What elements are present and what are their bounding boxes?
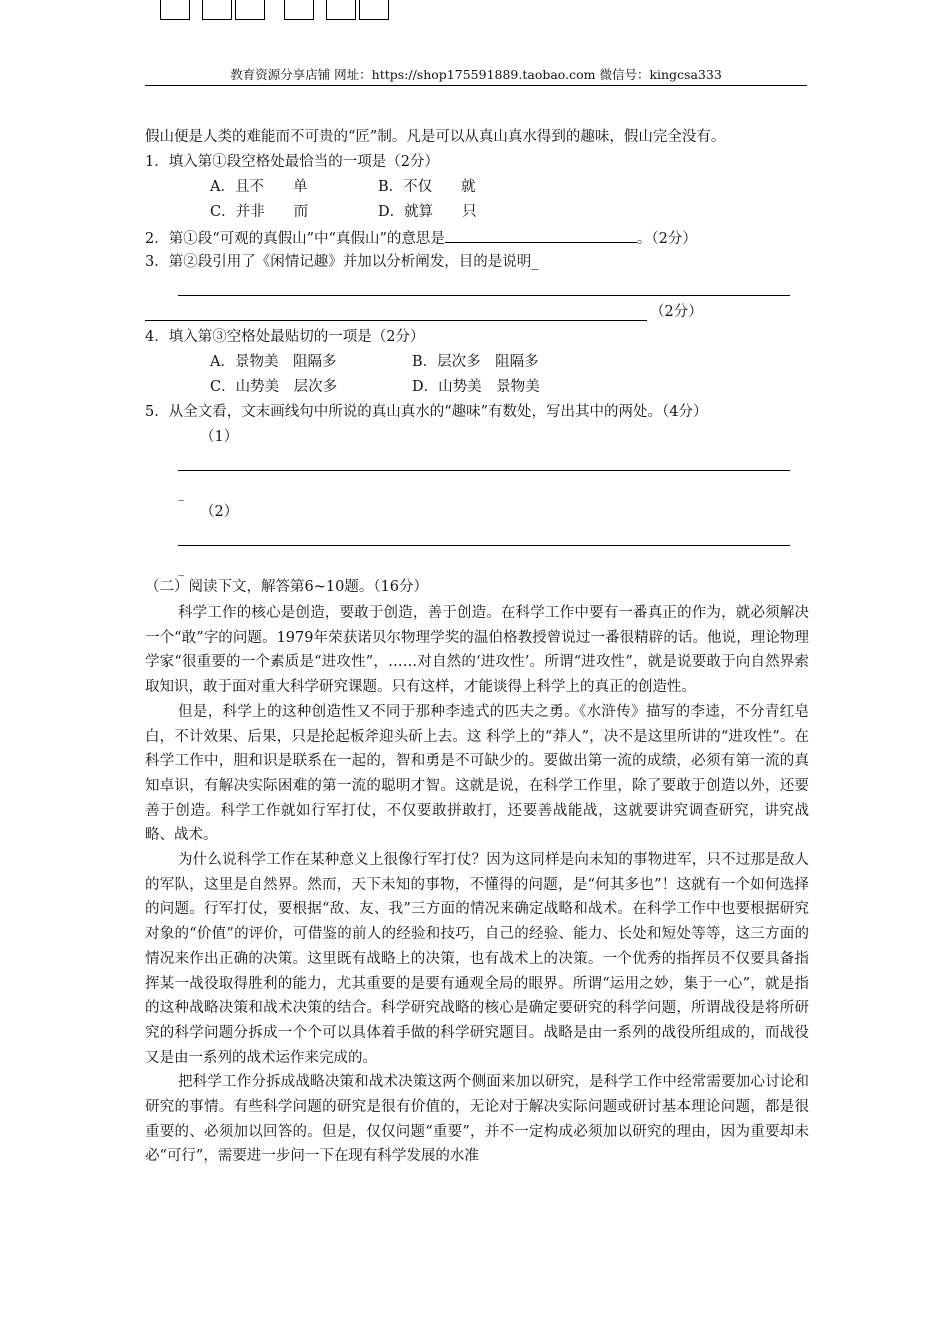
- question-3-points: （2分）: [650, 304, 703, 320]
- option-a: A．且不 单: [210, 179, 308, 195]
- option-b: B．不仅 就: [378, 179, 476, 195]
- question-2-stem: 2．第①段“可观的真假山”中“真假山”的意思是: [145, 231, 445, 247]
- question-4-options-row-1: [145, 350, 825, 375]
- passage-paragraph-3: 为什么说科学工作在某种意义上很像行军打仗？因为这同样是向未知的事物进军，只不过那是敌人的军队，这里是自然界。然而，天下未知的事物，不懂得的问题，是“何其多也”！这就有一个如何选择的问题。行军打仗，要根据“敌、友、我”三方面的情况来确定战略和战术。在科学工作中也要根据研究对象的“价值”的评价，可借鉴的前人的经验和技巧，自己的经验、能力、长处和短处等等，这三方面的情况来作出正确的决策。这里既有战略上的决策，也有战术上的决策。一个优秀的指挥员不仅要具备指挥某一战役取得胜利的能力，尤其重要的是要有通观全局的眼界。所谓“运用之妙，集于一心”，就是指的这种战略决策和战术决策的结合。科学研究战略的核心是确定要研究的科学问题，所谓战役是将所研究的科学问题分拆成一个个可以具体着手做的科学研究题目。战略是由一系列的战役所组成的，而战役又是由一系列的战术运作来完成的。: [145, 852, 809, 1066]
- answer-box: [359, 0, 389, 20]
- answer-box: [160, 0, 190, 20]
- question-2-points: 。（2分）: [636, 231, 697, 247]
- answer-line[interactable]: [145, 525, 825, 550]
- passage-paragraph-2: 但是，科学上的这种创造性又不同于那种李逵式的匹夫之勇。《水浒传》描写的李逵，不分青红皂白，不计效果、后果，只是抡起板斧迎头斫上去。这 科学上的“莽人”，决不是这里所讲的“进攻性”。在科学工作中，胆和识是联系在一起的，智和勇是不可缺少的。要做出第一流的成绩，必须有第一流的真知卓识，有解决实际困难的第一流的聪明才智。这就是说，在科学工作里，除了要敢于创造以外，还要善于创造。科学工作就如行军打仗，不仅要敢拼敢打，还要善战能战，这就要讲究调查研究，讲究战略、战术。: [145, 703, 809, 844]
- answer-box: [284, 0, 314, 20]
- answer-line-with-points[interactable]: [145, 300, 825, 325]
- intro-line: 假山便是人类的难能而不可贵的“匠”制。凡是可以从真山真水得到的趣味，假山完全没有。: [145, 129, 726, 145]
- answer-box: [235, 0, 265, 20]
- question-1-options-row-2: [145, 200, 825, 225]
- passage-paragraph-4: 把科学工作分拆成战略决策和战术决策这两个侧面来加以研究，是科学工作中经常需要加心讨论和研究的事情。有些科学问题的研究是很有价值的，无论对于解决实际问题或研讨基本理论问题，都是很重要的、必须加以回答的。但是，仅仅问题“重要”，并不一定构成必须加以研究的理由，因为重要却未必“可行”，需要进一步问一下在现有科学发展的水准: [145, 1074, 809, 1165]
- question-1-options-row-1: [145, 175, 825, 200]
- question-5-item-2: （2）: [200, 504, 239, 520]
- question-5-stem: 5．从全文看，文末画线句中所说的真山真水的“趣味”有数处，写出其中的两处。（4分）: [145, 404, 708, 420]
- document-body: [145, 125, 825, 1169]
- question-4-options-row-2: [145, 375, 825, 400]
- option-d: D．就算 只: [378, 204, 477, 220]
- question-2: [145, 225, 825, 250]
- answer-box: [326, 0, 356, 20]
- answer-line[interactable]: [145, 275, 825, 300]
- section-2-title: （二）阅读下文，解答第6~10题。（16分）: [145, 579, 429, 595]
- question-5-item-1: （1）: [200, 429, 239, 445]
- answer-dash-line: _: [178, 562, 184, 576]
- option-d: D．山势美 景物美: [412, 379, 540, 395]
- option-a: A．景物美 阻隔多: [210, 354, 337, 370]
- question-3-stem: 3．第②段引用了《闲情记趣》并加以分析阐发，目的是说明_: [145, 254, 539, 270]
- answer-dash-line: _: [178, 487, 184, 501]
- answer-box: [202, 0, 232, 20]
- question-1-stem: 1．填入第①段空格处最恰当的一项是（2分）: [145, 154, 439, 170]
- question-4-stem: 4．填入第③空格处最贴切的一项是（2分）: [145, 329, 425, 345]
- option-b: B．层次多 阻隔多: [412, 354, 539, 370]
- answer-blank[interactable]: [445, 225, 637, 243]
- option-c: C．并非 而: [210, 204, 309, 220]
- answer-line[interactable]: [145, 450, 825, 475]
- passage-paragraph-1: 科学工作的核心是创造，要敢于创造，善于创造。在科学工作中要有一番真正的作为，就必须解决一个“敢”字的问题。1979年荣获诺贝尔物理学奖的温伯格教授曾说过一番很精辟的话。他说，理论物理学家“很重要的一个素质是“进攻性”，……对自然的‘进攻性’。所谓“进攻性”，就是说要敢于向自然界索取知识，敢于面对重大科学研究课题。只有这样，才能谈得上科学上的真正的创造性。: [145, 605, 809, 696]
- page-header: 教育资源分享店铺 网址：https://shop175591889.taobao.com 微信号：kingcsa333: [145, 67, 807, 86]
- option-c: C．山势美 层次多: [210, 379, 338, 395]
